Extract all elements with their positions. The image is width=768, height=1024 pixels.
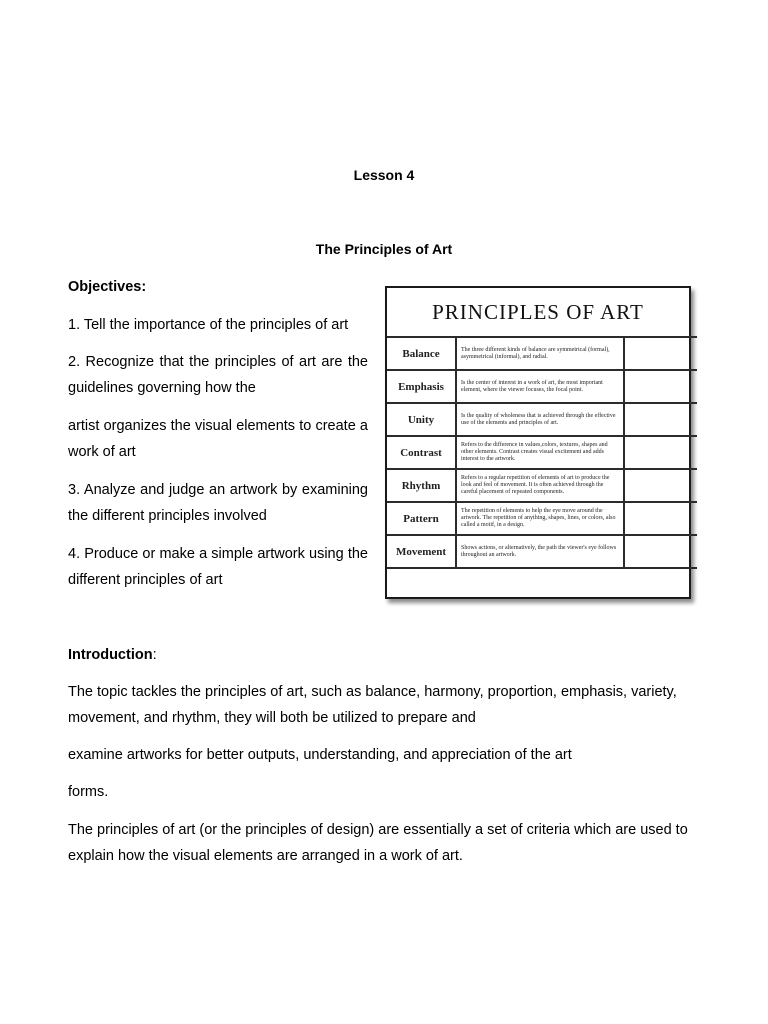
empty-cell [624, 469, 697, 502]
principle-term: Emphasis [387, 370, 456, 403]
table-row [387, 469, 697, 502]
intro-paragraph-3: forms. [68, 784, 109, 800]
intro-paragraph-1: The topic tackles the principles of art, such as balance, harmony, proportion, emphasis, variety, movement, and rhythm, they will both be utilized to prepare and [68, 684, 677, 726]
principle-description: Is the center of interest in a work of art, the most important element, where the viewer focuses, the focal point. [456, 370, 624, 403]
empty-cell [624, 535, 697, 568]
principle-description: The repetition of elements to help the eye move around the artwork. The repetition of anything, shapes, lines, or colors, also called a motif, in a design. [456, 502, 624, 535]
objective-item-2-cont: artist organizes the visual elements to create a work of art [68, 418, 368, 460]
principle-term: Contrast [387, 436, 456, 469]
introduction-heading: Introduction [68, 647, 153, 663]
introduction-colon: : [152, 647, 157, 663]
principle-term: Balance [387, 337, 456, 370]
empty-cell [624, 436, 697, 469]
lesson-number: Lesson 4 [353, 167, 415, 183]
principle-description: Refers to the difference in values,colors, textures, shapes and other elements. Contrast creates visual excitement and adds interest to the artwork. [456, 436, 624, 469]
table-row [387, 535, 697, 568]
principles-table [387, 336, 697, 569]
intro-paragraph-2: examine artworks for better outputs, understanding, and appreciation of the art [68, 747, 572, 763]
empty-cell [624, 370, 697, 403]
intro-paragraph-4: The principles of art (or the principles of design) are essentially a set of criteria which are used to explain how the visual elements are arranged in a work of art. [68, 822, 688, 864]
table-row [387, 502, 697, 535]
empty-cell [624, 403, 697, 436]
objective-item-4: 4. Produce or make a simple artwork using the different principles of art [68, 546, 368, 588]
principle-description: Refers to a regular repetition of elements of art to produce the look and feel of movement. It is often achieved through the careful placement of repeated components. [456, 469, 624, 502]
table-row [387, 403, 697, 436]
empty-cell [624, 502, 697, 535]
page-title: The Principles of Art [315, 241, 453, 257]
table-row [387, 370, 697, 403]
objective-item-3: 3. Analyze and judge an artwork by examining the different principles involved [68, 482, 368, 524]
principle-term: Unity [387, 403, 456, 436]
principle-term: Rhythm [387, 469, 456, 502]
table-row [387, 436, 697, 469]
principle-term: Pattern [387, 502, 456, 535]
figure-title: PRINCIPLES OF ART [432, 299, 644, 324]
principle-term: Movement [387, 535, 456, 568]
introduction-heading-line [68, 642, 157, 668]
principle-description: Is the quality of wholeness that is achieved through the effective use of the elements and principles of art. [456, 403, 624, 436]
objective-item-1: 1. Tell the importance of the principles of art [68, 317, 349, 333]
empty-cell [624, 337, 697, 370]
objectives-heading: Objectives: [68, 279, 147, 295]
principles-of-art-figure [385, 286, 691, 599]
principle-description: The three different kinds of balance are symmetrical (formal), asymmetrical (informal), and radial. [456, 337, 624, 370]
table-row [387, 337, 697, 370]
principle-description: Shows actions, or alternatively, the path the viewer's eye follows throughout an artwork. [456, 535, 624, 568]
objective-item-2: 2. Recognize that the principles of art are the guidelines governing how the [68, 354, 368, 396]
